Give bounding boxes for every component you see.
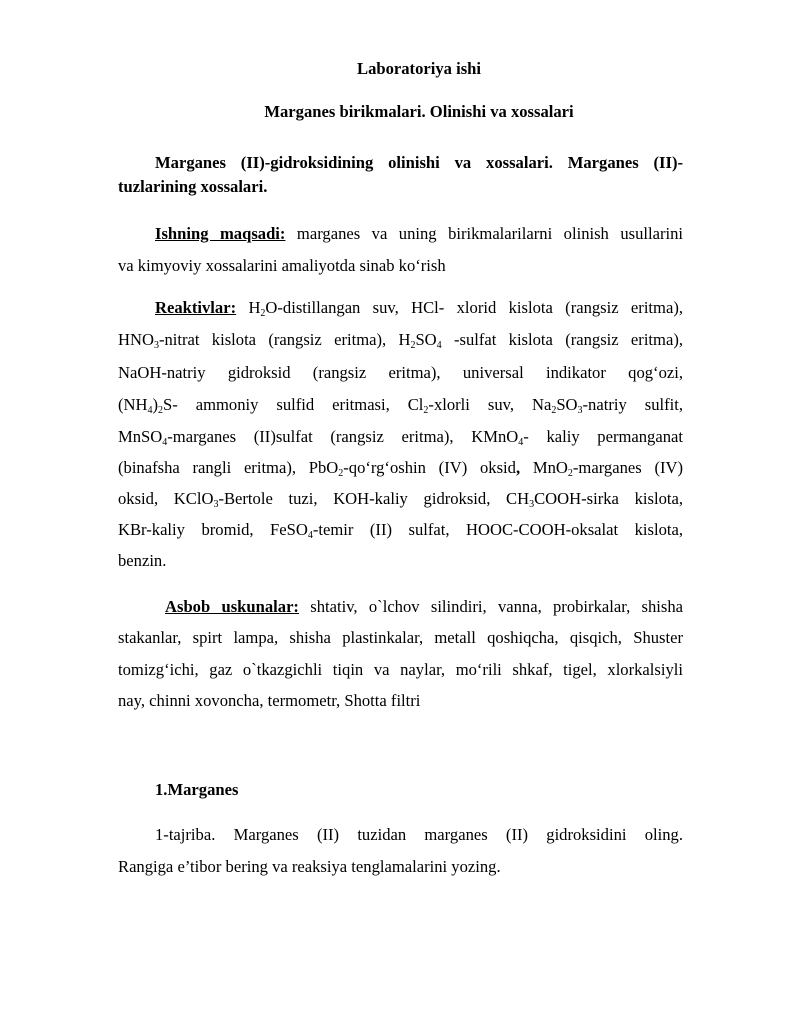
purpose-label: Ishning maqsadi: — [155, 224, 286, 243]
r2-sub2: 2 — [410, 340, 416, 351]
r5-sub4: 4 — [162, 437, 168, 448]
reagents-line-6 — [118, 458, 683, 478]
r6-d: -marganes (IV) — [572, 458, 684, 477]
purpose-text-1: marganes va uning birikmalarilarni olinish usullarini — [285, 224, 684, 243]
r2-so: SO — [415, 330, 437, 349]
r1-text: O-distillangan suv, HCl- xlorid kislota (rangsiz eritma), — [265, 298, 683, 317]
r8-sub4: 4 — [307, 530, 313, 541]
r4-d: -xlorli suv, Na — [428, 395, 552, 414]
r4-e: SO — [556, 395, 578, 414]
r6-sub2: 2 — [338, 468, 344, 479]
doc-title: Marganes birikmalari. Olinishi va xossalari — [264, 102, 574, 121]
r4-sub4: 4 — [147, 405, 153, 416]
r1-sub: 2 — [260, 308, 266, 319]
r6-comma: , — [515, 458, 521, 477]
subtitle-line-1: Marganes (II)-gidroksidining olinishi va xossalari. Marganes (II)- — [155, 153, 683, 172]
r6-b: -qo‘rg‘oshin (IV) oksid — [343, 458, 516, 477]
reagents-line-3: NaOH-natriy gidroksid (rangsiz eritma), universal indikator qog‘ozi, — [118, 363, 683, 382]
reagents-line-2 — [118, 330, 683, 350]
reagents-line-1 — [155, 298, 683, 318]
reagents-line-4 — [118, 395, 683, 415]
r2-sub4: 4 — [436, 340, 442, 351]
r4-a: (NH — [118, 395, 148, 414]
equipment-line-3: tomizg‘ichi, gaz o`tkazgichli tiqin va naylar, mo‘rili shkaf, tigel, xlorkalsiyli — [118, 660, 683, 679]
r2-b: -sulfat kislota (rangsiz eritma), — [441, 330, 683, 349]
r2-a: -nitrat kislota (rangsiz eritma), H — [158, 330, 411, 349]
experiment-line-2: Rangiga e’tibor bering va reaksiya tenglamalarini yozing. — [118, 857, 501, 876]
reagents-line-7 — [118, 489, 683, 509]
r4-sub2b: 2 — [423, 405, 429, 416]
equipment-line-2: stakanlar, spirt lampa, shisha plastinkalar, metall qoshiqcha, qisqich, Shuster — [118, 628, 683, 647]
r8-b: -temir (II) sulfat, HOOC-COOH-oksalat kislota, — [312, 520, 683, 539]
r6-c: MnO — [520, 458, 568, 477]
r5-a: MnSO — [118, 427, 163, 446]
r7-a: oksid, KClO — [118, 489, 214, 508]
r6-a: (binafsha rangli eritma), PbO — [118, 458, 339, 477]
purpose-line-2: va kimyoviy xossalarini amaliyotda sinab ko‘rish — [118, 256, 446, 275]
reagents-label: Reaktivlar: — [155, 298, 237, 317]
r6-sub2b: 2 — [567, 468, 573, 479]
r2-hno: HNO — [118, 330, 154, 349]
r4-c: S- ammoniy sulfid eritmasi, Cl — [163, 395, 424, 414]
r1-h: H — [248, 298, 261, 317]
equipment-line-4: nay, chinni xovoncha, termometr, Shotta filtri — [118, 691, 421, 710]
r4-sub3: 3 — [577, 405, 583, 416]
r8-a: KBr-kaliy bromid, FeSO — [118, 520, 308, 539]
reagents-line-9: benzin. — [118, 551, 167, 570]
purpose-line-1 — [155, 224, 683, 244]
r7-c: COOH-sirka kislota, — [534, 489, 683, 508]
section-heading: 1.Marganes — [155, 780, 239, 799]
r4-sub2c: 2 — [551, 405, 557, 416]
r2-sub3: 3 — [153, 340, 159, 351]
r5-b: -marganes (II)sulfat (rangsiz eritma), KMnO — [167, 427, 519, 446]
r5-c: - kaliy permanganat — [523, 427, 683, 446]
equipment-line-1 — [165, 597, 683, 617]
reagents-line-5 — [118, 427, 683, 447]
reagents-line-8 — [118, 520, 683, 540]
r7-sub3: 3 — [213, 499, 219, 510]
doc-type-heading: Laboratoriya ishi — [357, 59, 481, 78]
r7-sub3b: 3 — [529, 499, 535, 510]
r7-b: -Bertole tuzi, KOH-kaliy gidroksid, CH — [218, 489, 530, 508]
r4-sub2: 2 — [158, 405, 164, 416]
r4-b: ) — [152, 395, 159, 414]
r5-sub4b: 4 — [518, 437, 524, 448]
subtitle-line-2: tuzlarining xossalari. — [118, 177, 268, 196]
r4-f: -natriy sulfit, — [582, 395, 683, 414]
experiment-line-1: 1-tajriba. Marganes (II) tuzidan marganes (II) gidroksidini oling. — [155, 825, 683, 844]
equipment-text-1: shtativ, o`lchov silindiri, vanna, probirkalar, shisha — [298, 597, 683, 616]
equipment-label: Asbob uskunalar: — [165, 597, 299, 616]
